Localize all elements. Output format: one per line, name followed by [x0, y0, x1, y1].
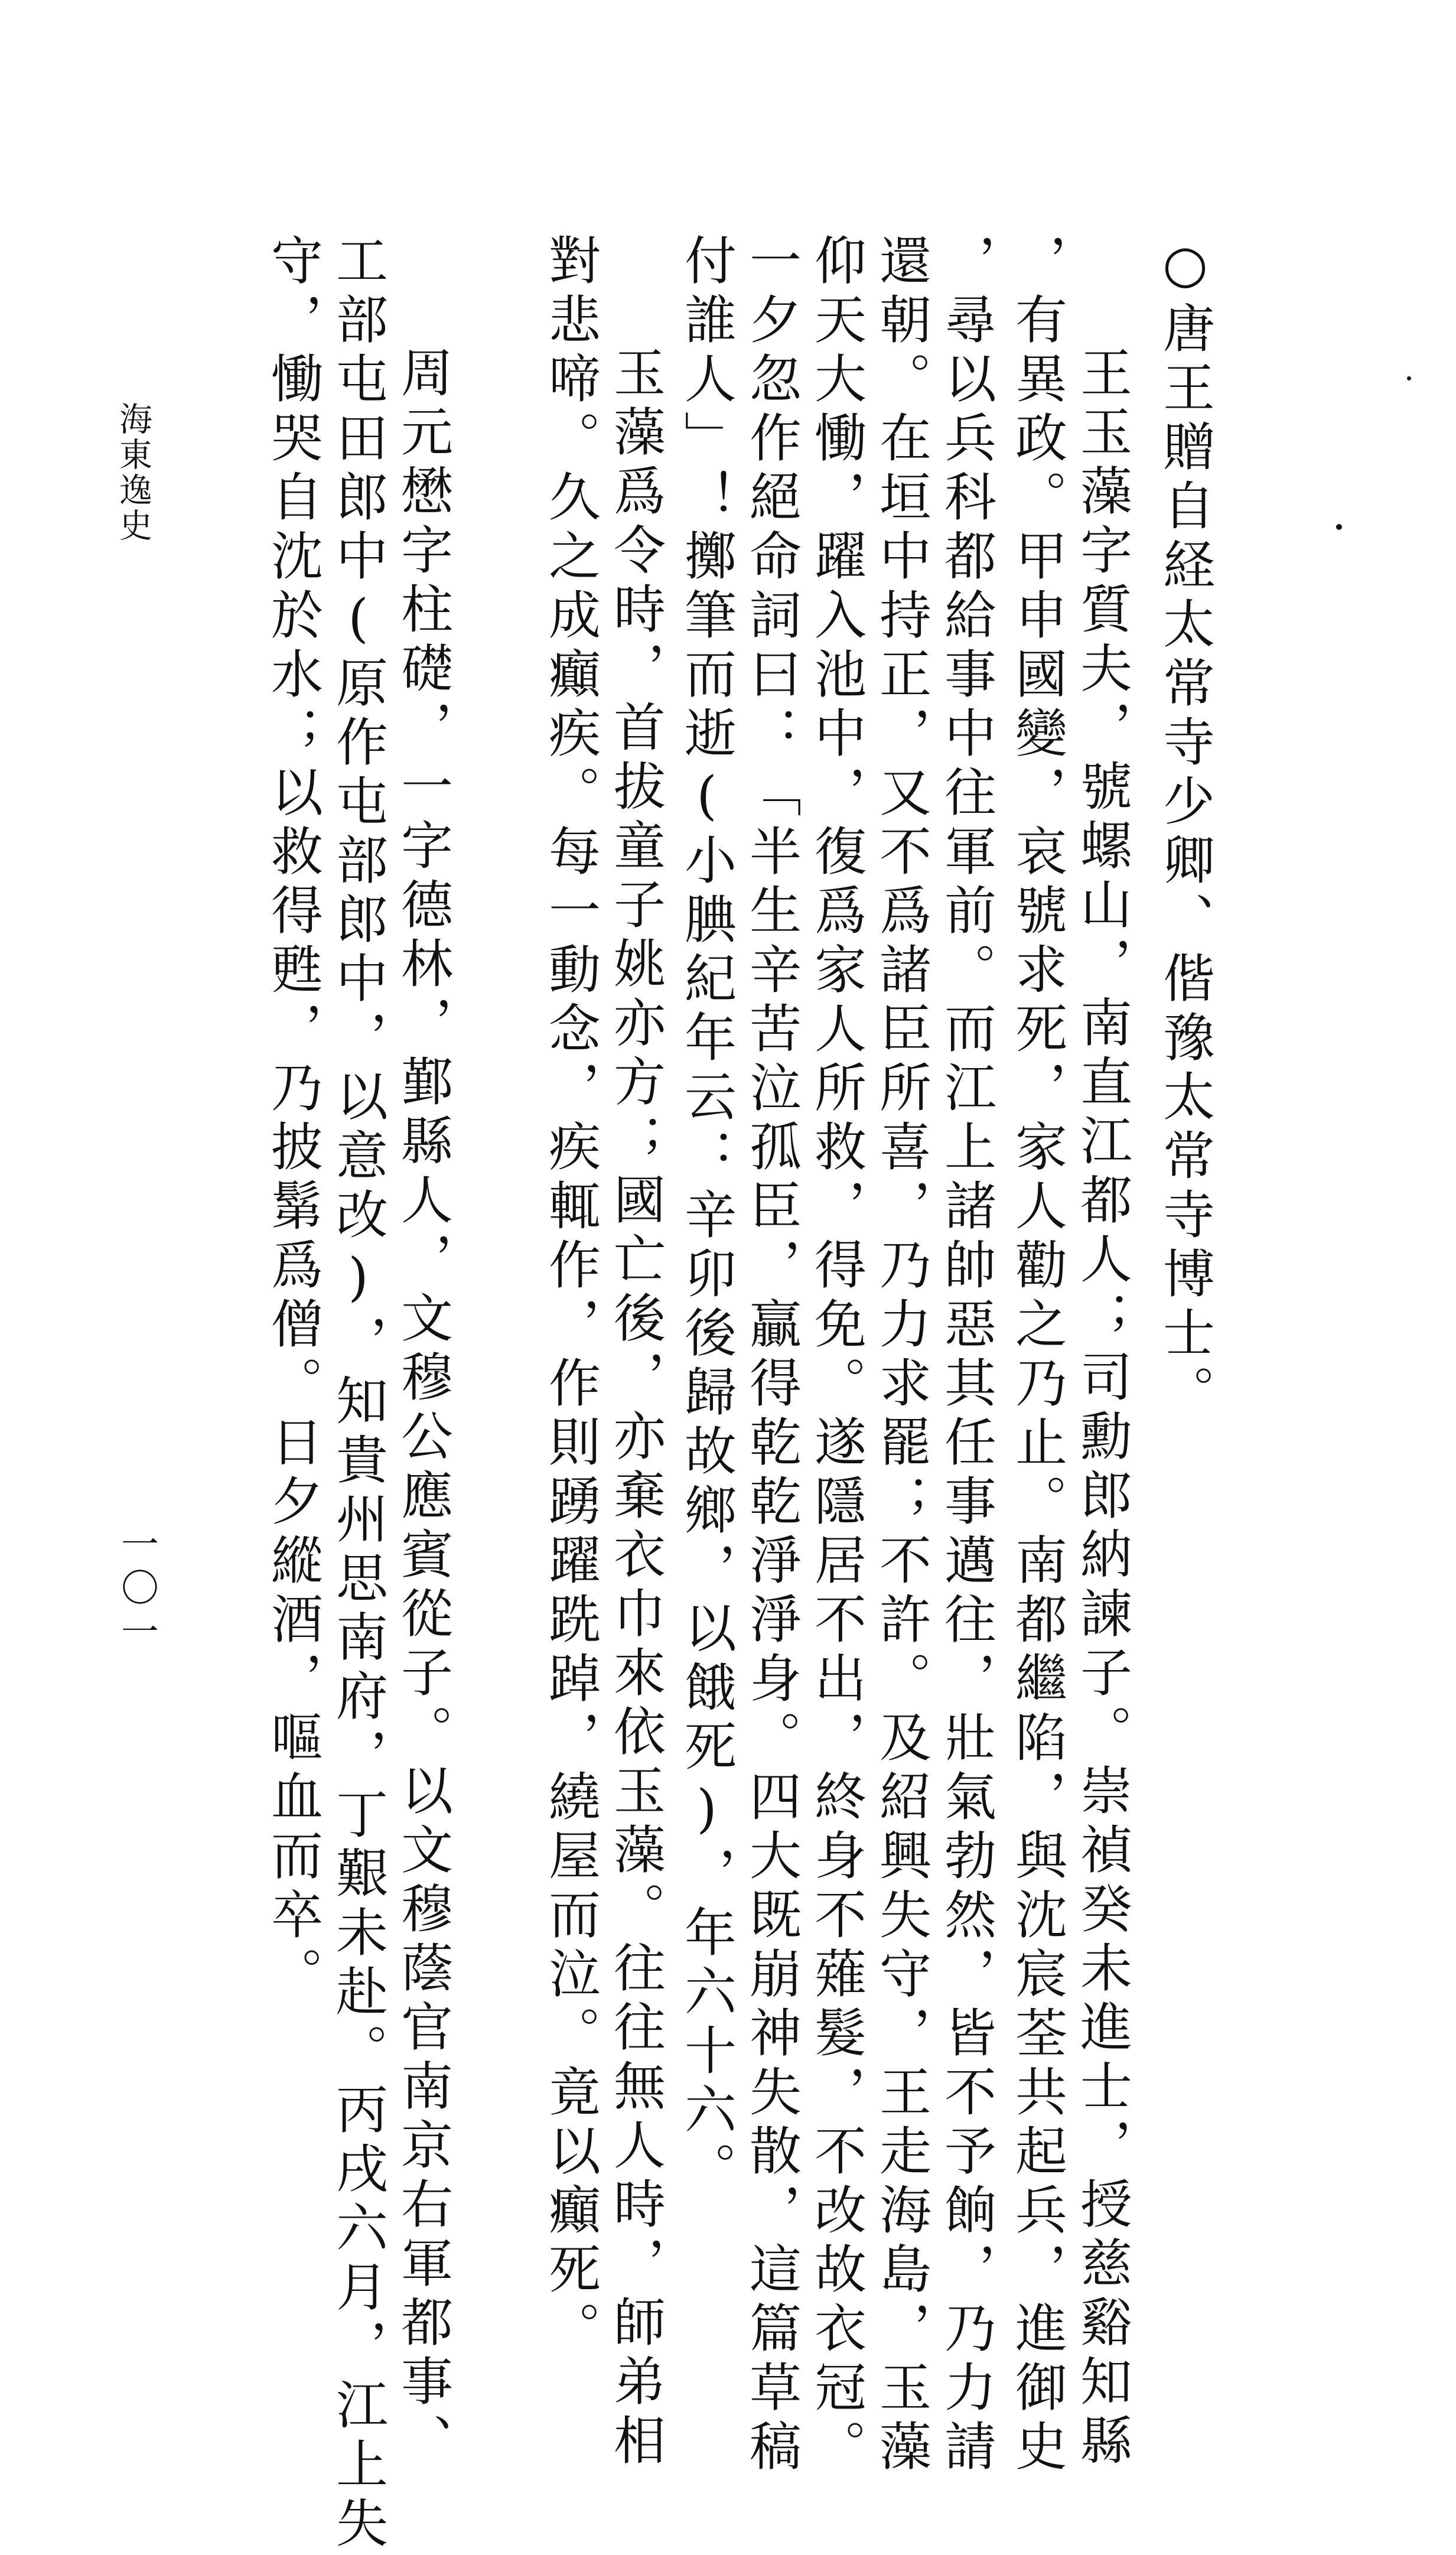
text-column-2: 王玉藻字質夫，號螺山，南直江都人；司勳郎納諫子。崇禎癸未進士，授慈谿知縣 — [1072, 346, 1133, 2472]
text-column-13: 守，慟哭自沈於水；以救得甦，乃披鬀爲僧。日夕縱酒，嘔血而卒。 — [263, 233, 324, 2006]
text-column-7: 一夕忽作絕命詞曰：「半生辛苦泣孤臣，贏得乾乾淨淨身。四大既崩神失散，這篇草稿 — [741, 233, 802, 2478]
text-column-10: 對悲啼。久之成癲疾。每一動念，疾輒作，作則踴躍跣踔，繞屋而泣。竟以癲死。 — [540, 233, 601, 2360]
text-column-5: 還朝。在垣中持正，又不爲諸臣所喜，乃力求罷；不許。及紹興失守，王走海島，玉藻 — [871, 233, 932, 2478]
text-column-8: 付誰人」！擲筆而逝(小腆紀年云：辛卯後歸故鄉，以餓死)，年六十六。 — [676, 233, 737, 2201]
book-title: 海東逸史 — [114, 402, 152, 543]
text-column-1: ○唐王贈自経太常寺少卿、偕豫太常寺博士。 — [1155, 233, 1216, 1424]
text-column-12: 工部屯田郎中(原作屯部郎中，以意改)，知貴州思南府，丁艱未赴。丙戌六月，江上失 — [328, 233, 389, 2555]
ink-speck-2 — [1407, 376, 1411, 380]
text-column-6: 仰天大慟，躍入池中，復爲家人所救，得免。遂隱居不出，終身不薙髮，不改故衣冠。 — [806, 233, 867, 2478]
page-number: 一〇一 — [115, 1524, 158, 1655]
text-column-11: 周元懋字柱礎，一字德林，鄞縣人，文穆公應賓從子。以文穆蔭官南京右軍都事、 — [393, 346, 454, 2472]
text-column-9: 玉藻爲令時，首拔童子姚亦方；國亡後，亦棄衣巾來依玉藻。往往無人時，師弟相 — [605, 346, 666, 2472]
text-column-3: ，有異政。甲申國變，哀號求死，家人勸之乃止。南都繼陷，與沈宸荃共起兵，進御史 — [1007, 233, 1068, 2478]
ink-speck — [1336, 524, 1342, 530]
text-column-4: ，尋以兵科都給事中往軍前。而江上諸帥惡其任事邁往，壯氣勃然，皆不予餉，乃力請 — [936, 233, 997, 2478]
